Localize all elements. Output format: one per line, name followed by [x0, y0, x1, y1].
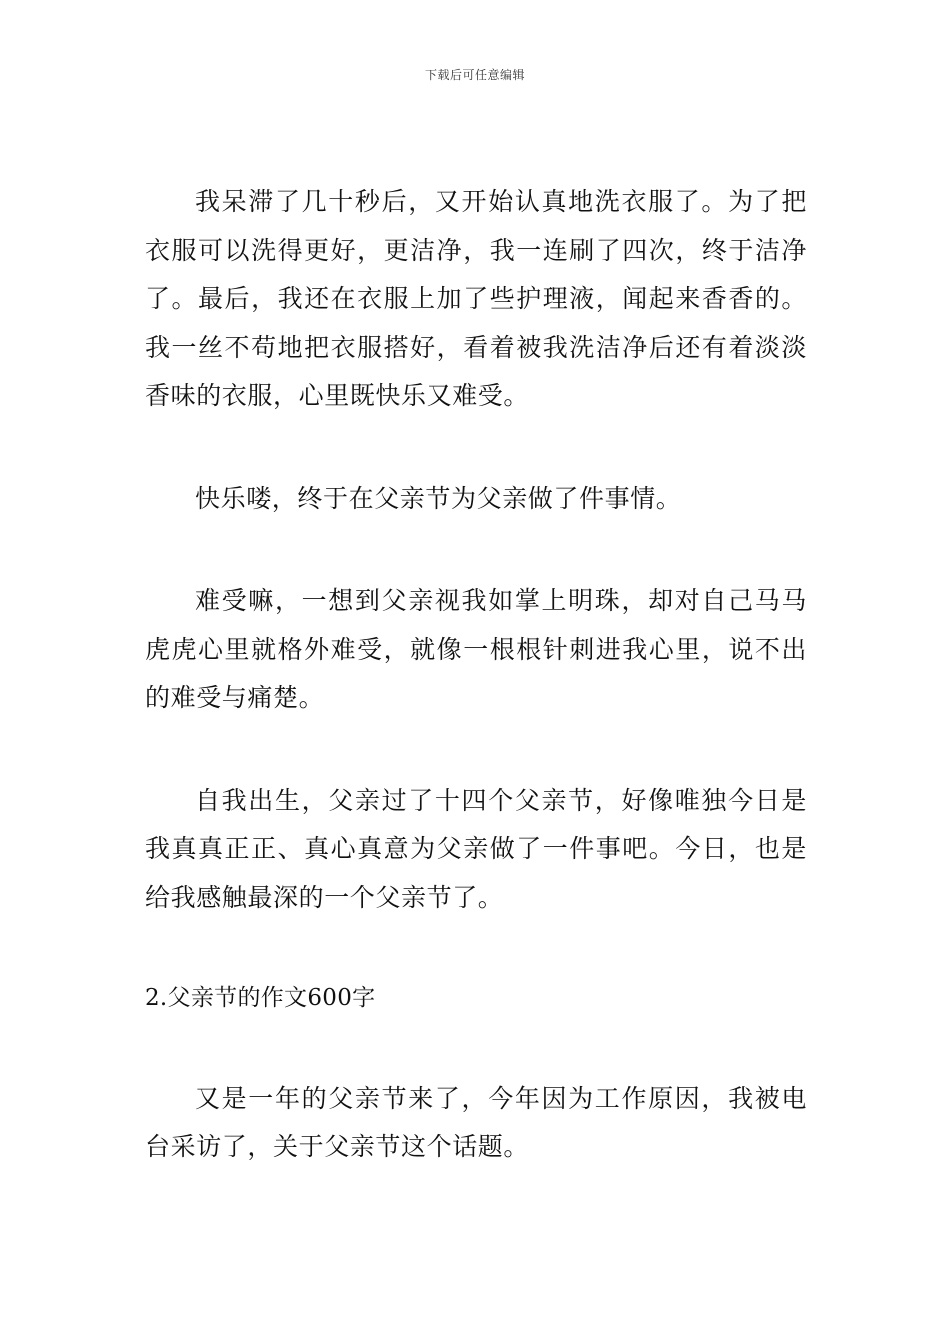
paragraph-1: 我呆滞了几十秒后，又开始认真地洗衣服了。为了把衣服可以洗得更好，更洁净，我一连刷了四次，终于洁净了。最后，我还在衣服上加了些护理液，闻起来香香的。我一丝不苟地把衣服搭好，看着被我洗洁净后还有着淡淡香味的衣服，心里既快乐又难受。 [145, 187, 807, 410]
section-heading: 2.父亲节的作文600字 [145, 985, 376, 1011]
paragraph-gap [145, 421, 807, 475]
paragraph-5: 又是一年的父亲节来了，今年因为工作原因，我被电台采访了，关于父亲节这个话题。 [145, 1083, 807, 1161]
page-header: 下载后可任意编辑 [424, 68, 525, 82]
document-body [145, 178, 807, 1172]
paragraph-gap [145, 922, 807, 974]
paragraph-gap [145, 1023, 807, 1075]
paragraph-3: 难受嘛，一想到父亲视我如掌上明珠，却对自己马马虎虎心里就格外难受，就像一根根针刺进我心里，说不出的难受与痛楚。 [145, 586, 807, 712]
paragraph-4: 自我出生，父亲过了十四个父亲节，好像唯独今日是我真真正正、真心真意为父亲做了一件事吧。今日，也是给我感触最深的一个父亲节了。 [145, 785, 807, 912]
paragraph-2: 快乐喽，终于在父亲节为父亲做了件事情。 [195, 483, 682, 513]
paragraph-gap [145, 723, 807, 777]
paragraph-gap [145, 523, 807, 577]
